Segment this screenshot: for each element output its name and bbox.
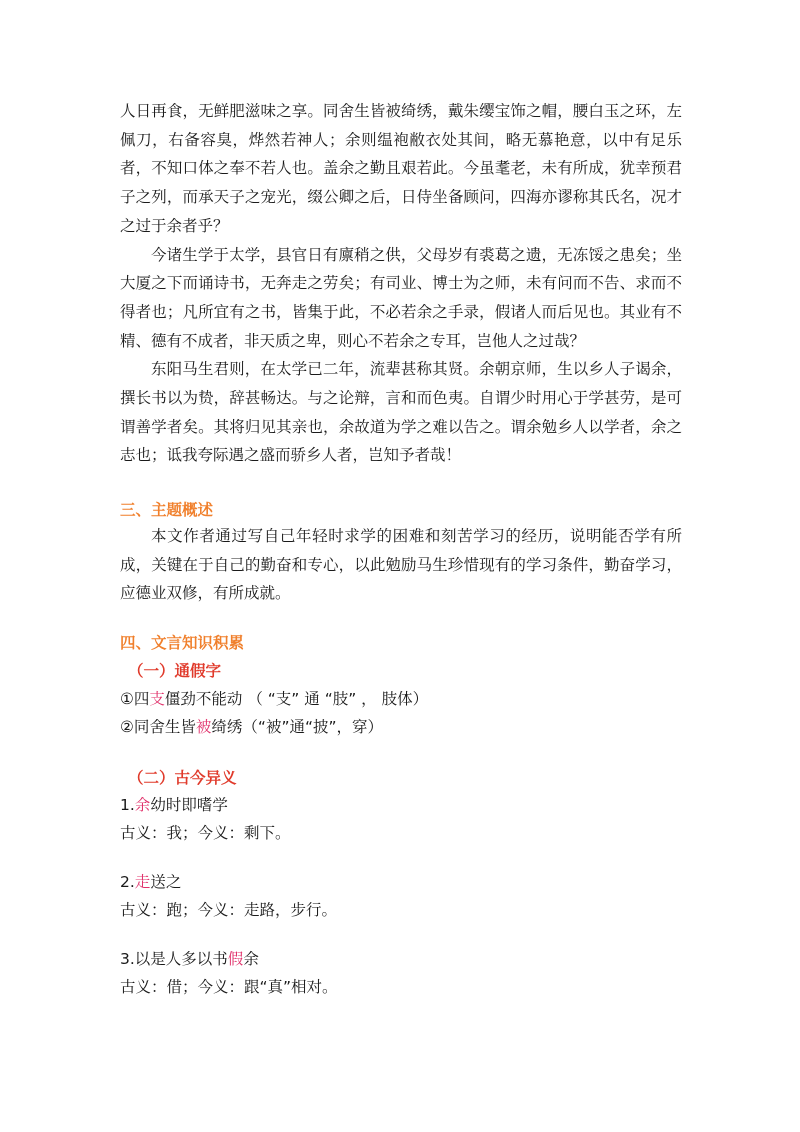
item-prefix: 2. bbox=[120, 873, 135, 891]
item-prefix: 1. bbox=[120, 796, 135, 814]
item-suffix: 余 bbox=[243, 950, 259, 968]
item-suffix: 送之 bbox=[150, 873, 182, 891]
passage-text bbox=[120, 97, 682, 470]
highlight-character: 支 bbox=[149, 690, 165, 708]
gujin-meaning-2: 古义：跑；今义：走路，步行。 bbox=[120, 901, 338, 919]
highlight-character: 被 bbox=[195, 718, 212, 736]
tongjia-item-1 bbox=[120, 687, 428, 709]
subheading-tongjia: （一）通假字 bbox=[128, 662, 222, 680]
item-prefix: ②同舍生皆 bbox=[120, 718, 196, 736]
item-suffix: 绮绣（“被”通“披”，穿） bbox=[211, 718, 384, 736]
gujin-meaning-1: 古义：我；今义：剩下。 bbox=[120, 824, 291, 842]
theme-paragraph: 本文作者通过写自己年轻时求学的困难和刻苦学习的经历，说明能否学有所成，关键在于自己的勤奋和专心，以此勉励马生珍惜现有的学习条件，勤奋学习，应德业双修，有所成就。 bbox=[120, 527, 682, 603]
theme-summary bbox=[120, 522, 682, 608]
highlight-character: 余 bbox=[134, 796, 151, 814]
gujin-item-2 bbox=[120, 870, 181, 892]
highlight-character: 走 bbox=[134, 873, 151, 891]
gujin-item-3 bbox=[120, 947, 259, 969]
item-prefix: 3.以是人多以书 bbox=[120, 950, 228, 968]
item-suffix: 幼时即嗜学 bbox=[150, 796, 228, 814]
passage-paragraph-2: 今诸生学于太学，县官日有廪稍之供，父母岁有裘葛之遗，无冻馁之患矣；坐大厦之下而诵诗书，无奔走之劳矣；有司业、博士为之师，未有问而不告、求而不得者也；凡所宜有之书，皆集于此，不必若余之手录，假诸人而后见也。其业有不精、德有不成者，非天质之卑，则心不若余之专耳，岂他人之过哉？ bbox=[120, 245, 682, 350]
item-suffix: 僵劲不能动 （ “支” 通 “肢” ， 肢体） bbox=[164, 690, 429, 708]
tongjia-item-2 bbox=[120, 715, 383, 737]
subheading-gujin: （二）古今异义 bbox=[128, 769, 237, 787]
item-prefix: ①四 bbox=[120, 690, 150, 708]
section-heading-knowledge: 四、文言知识积累 bbox=[120, 634, 245, 652]
section-heading-theme: 三、主题概述 bbox=[120, 501, 214, 519]
highlight-character: 假 bbox=[227, 950, 244, 968]
passage-paragraph-1: 人日再食，无鲜肥滋味之享。同舍生皆被绮绣，戴朱缨宝饰之帽，腰白玉之环，左佩刀，右备容臭，烨然若神人；余则缊袍敝衣处其间，略无慕艳意，以中有足乐者，不知口体之奉不若人也。盖余之勤且艰若此。今虽耄老，未有所成，犹幸预君子之列，而承天子之宠光，缀公卿之后，日侍坐备顾问，四海亦谬称其氏名，况才之过于余者乎？ bbox=[120, 102, 682, 235]
gujin-meaning-3: 古义：借；今义：跟“真”相对。 bbox=[120, 978, 338, 996]
passage-paragraph-3: 东阳马生君则，在太学已二年，流辈甚称其贤。余朝京师，生以乡人子谒余，撰长书以为贽，辞甚畅达。与之论辩，言和而色夷。自谓少时用心于学甚劳，是可谓善学者矣。其将归见其亲也，余故道为学之难以告之。谓余勉乡人以学者，余之志也；诋我夸际遇之盛而骄乡人者，岂知予者哉！ bbox=[120, 360, 682, 465]
gujin-item-1 bbox=[120, 793, 228, 815]
